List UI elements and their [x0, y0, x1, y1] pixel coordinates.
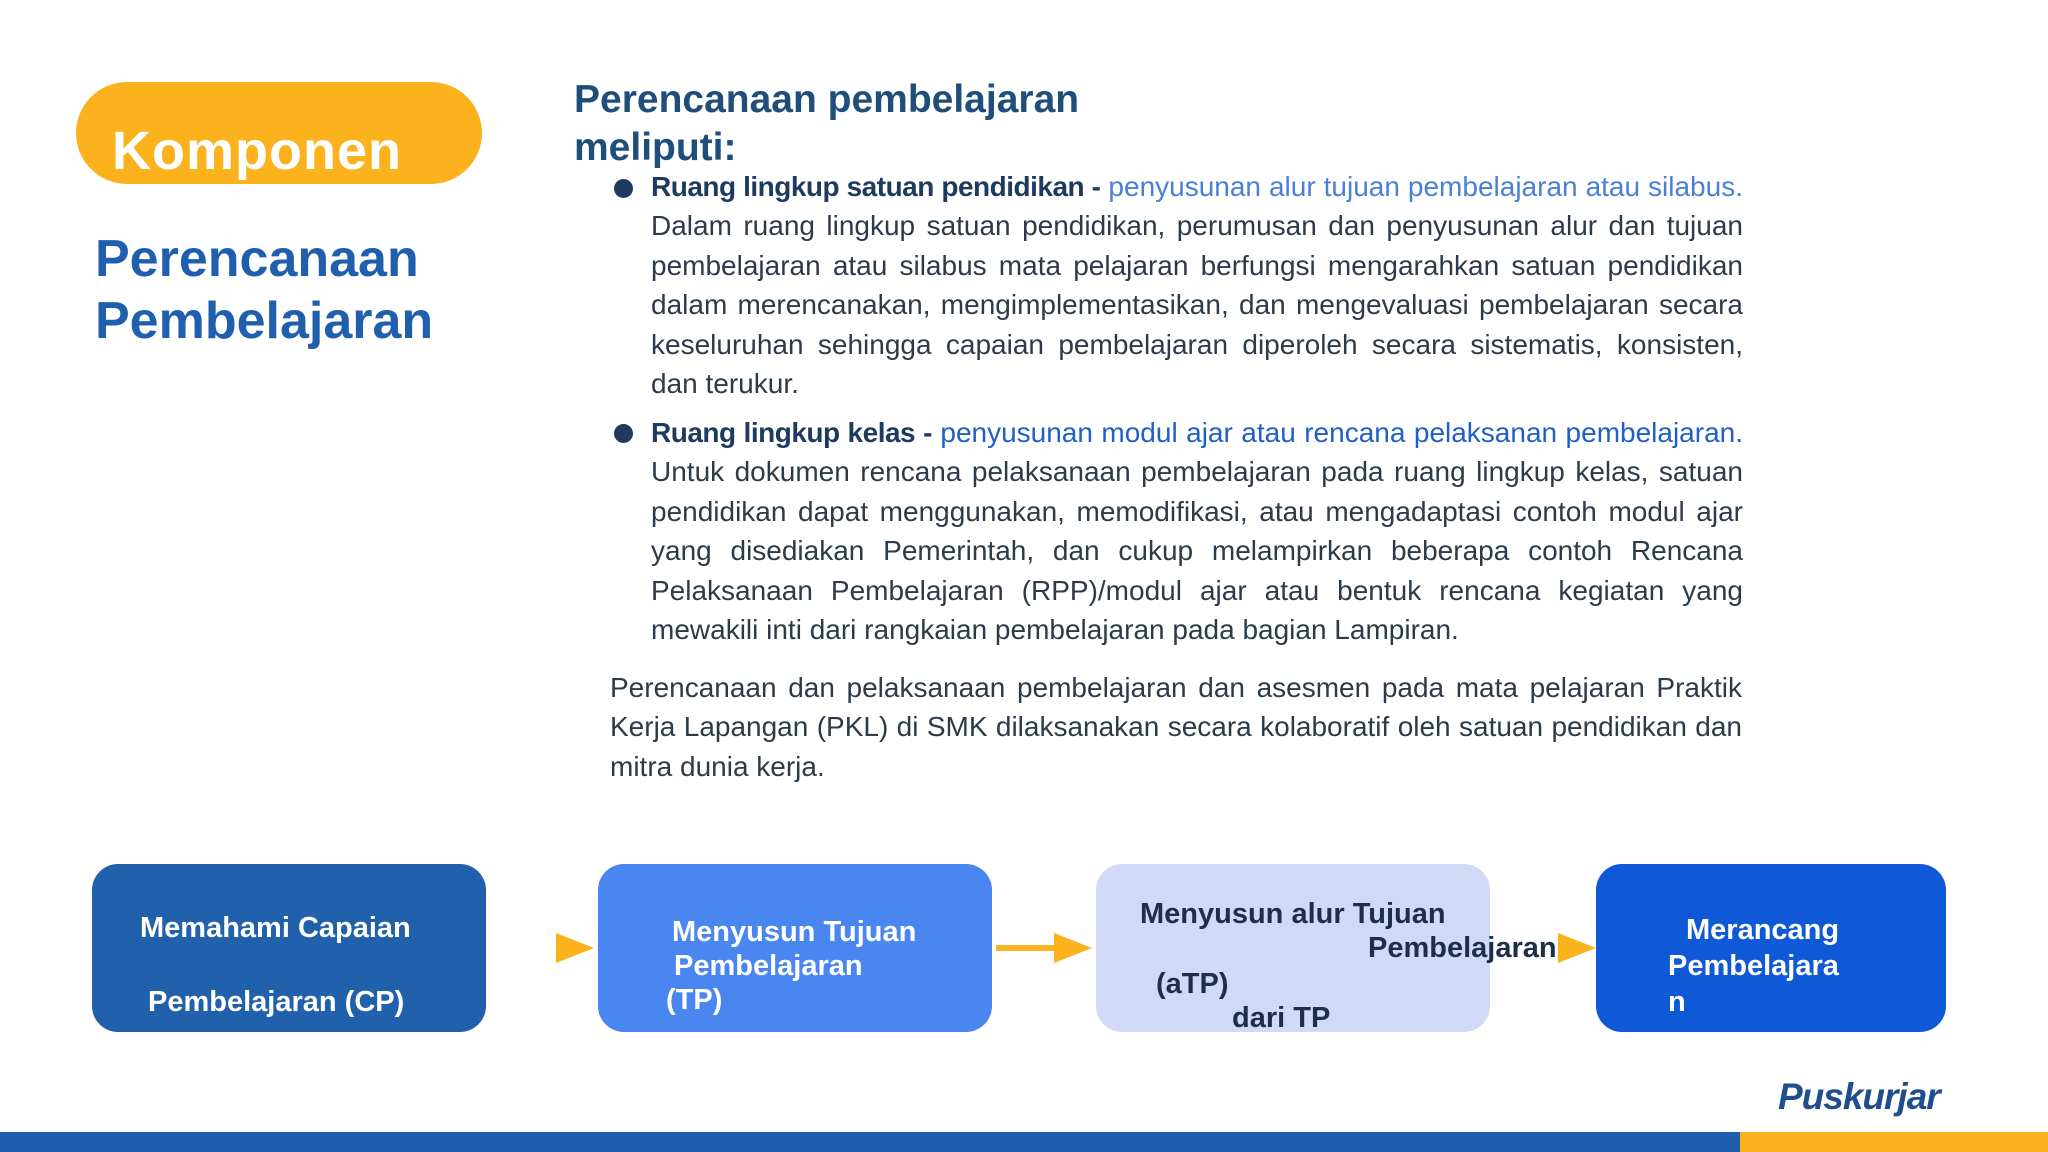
bullet-1-highlight: penyusunan alur tujuan pembelajaran atau silabus. — [1100, 171, 1743, 202]
flow-step-2-line2: Pembelajaran — [674, 950, 863, 982]
flow-step-4-line3: n — [1668, 986, 1686, 1018]
bullet-2 — [651, 413, 1743, 649]
arrow-3-head — [1558, 933, 1596, 963]
bullet-dot-1 — [614, 179, 633, 198]
flow-step-2-line1: Menyusun Tujuan — [672, 916, 917, 948]
bullet-1-body: Dalam ruang lingkup satuan pendidikan, perumusan dan penyusunan alur dan tujuan pembelajaran atau silabus mata pelajaran berfungsi mengarahkan satuan pendidikan dalam merencanakan, mengimplementasikan, dan mengevaluasi pembelajaran secara keseluruhan sehingga capaian pembelajaran diperoleh secara sistematis, konsisten, dan terukur. — [651, 210, 1743, 400]
arrow-2-line — [996, 945, 1056, 951]
bullet-2-body: Untuk dokumen rencana pelaksanaan pembelajaran pada ruang lingkup kelas, satuan pendidikan dapat menggunakan, memodifikasi, atau mengadaptasi contoh modul ajar yang disediakan Pemerintah, dan cukup melampirkan beberapa contoh Rencana Pelaksanaan Pembelajaran (RPP)/modul ajar atau bentuk rencana kegiatan yang mewakili inti dari rangkaian pembelajaran pada bagian Lampiran. — [651, 456, 1743, 646]
section-title-line1: Perencanaan — [95, 230, 419, 288]
bullet-2-lead: Ruang lingkup kelas - — [651, 417, 932, 448]
flow-step-4-line1: Merancang — [1686, 914, 1840, 946]
section-title-line2: Pembelajaran — [95, 292, 434, 350]
flow-step-3-line1: Menyusun alur Tujuan — [1140, 898, 1446, 930]
flow-step-compose-atp — [1096, 864, 1557, 1034]
flow-step-1-line2: Pembelajaran (CP) — [148, 986, 405, 1018]
flow-step-design-learning — [1596, 864, 1946, 1032]
flow-step-2-line3: (TP) — [666, 984, 723, 1016]
footer-bar-yellow — [1740, 1132, 2048, 1152]
puskurjar-logo: Puskurjar — [1778, 1076, 1940, 1117]
flow-step-understand-cp — [92, 864, 486, 1032]
flow-step-1-line1: Memahami Capaian — [140, 912, 411, 944]
komponen-label: Komponen — [112, 121, 402, 181]
content-heading: Perencanaan pembelajaran meliputi: — [574, 78, 1080, 169]
bullet-1 — [651, 167, 1743, 403]
bullet-dot-2 — [614, 424, 633, 443]
flow-step-4-line2: Pembelajara — [1668, 950, 1839, 982]
flow-step-3-line2: Pembelajaran — [1368, 932, 1557, 964]
bullet-1-lead: Ruang lingkup satuan pendidikan - — [651, 171, 1101, 202]
arrow-2-head — [1054, 933, 1092, 963]
arrow-1-head — [556, 933, 594, 963]
pkl-note: Perencanaan dan pelaksanaan pembelajaran dan asesmen pada mata pelajaran Praktik Kerja Lapangan (PKL) di SMK dilaksanakan secara kolaboratif oleh satuan pendidikan dan mitra dunia kerja. — [610, 672, 1742, 782]
flow-step-3-line4: dari TP — [1232, 1002, 1331, 1034]
footer-bar-blue — [0, 1132, 1740, 1152]
flow-step-compose-tp — [598, 864, 992, 1032]
section-title — [95, 228, 515, 352]
bullet-2-highlight: penyusunan modul ajar atau rencana pelaksanan pembelajaran. — [931, 417, 1743, 448]
flow-step-3-line3: (aTP) — [1156, 968, 1229, 1000]
